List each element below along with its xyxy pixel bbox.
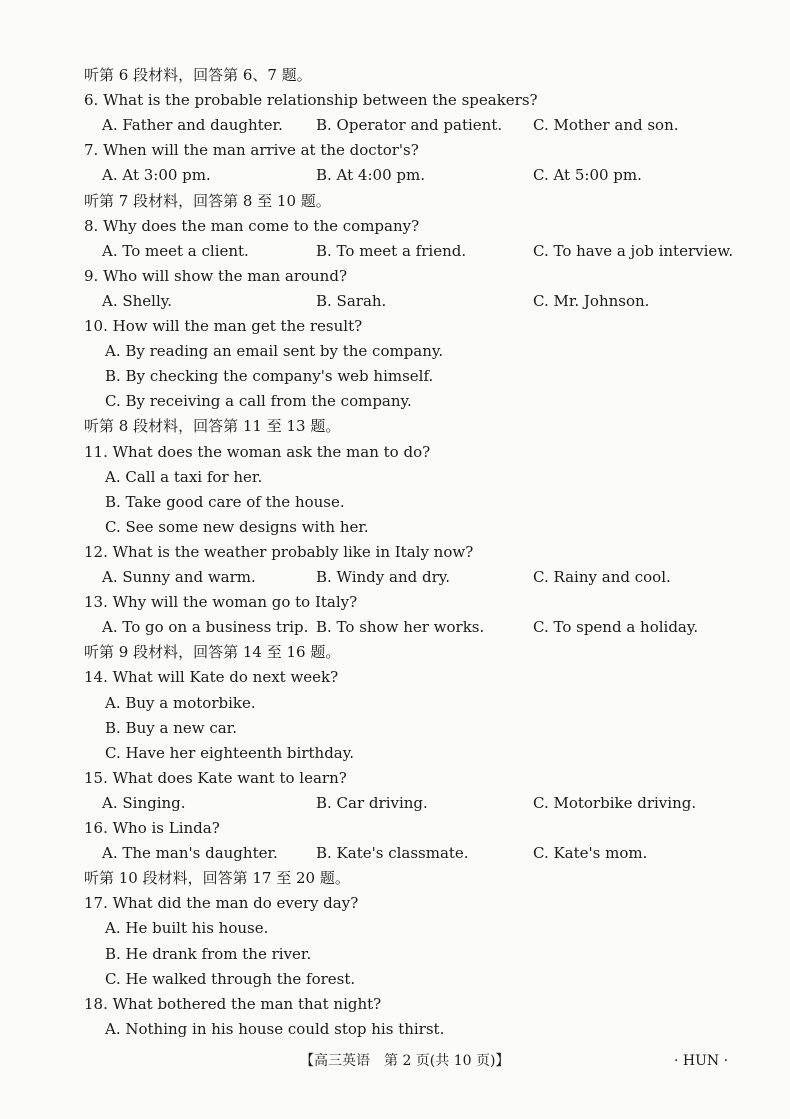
option-a: A. Call a taxi for her. — [105, 467, 263, 486]
options-row — [0, 615, 790, 640]
question-stem: 13. Why will the woman go to Italy? — [84, 593, 358, 612]
option-a: A. To go on a business trip. — [102, 618, 309, 637]
option-a: A. By reading an email sent by the company. — [105, 342, 444, 361]
option-b: B. Operator and patient. — [316, 116, 503, 135]
option-b: B. Windy and dry. — [316, 568, 451, 586]
option-a: A. Shelly. — [102, 291, 173, 310]
section-heading: 听第 9 段材料，回答第 14 至 16 题。 — [84, 643, 341, 662]
options-row — [0, 289, 790, 314]
option-b: B. Buy a new car. — [105, 718, 237, 737]
question-stem: 15. What does Kate want to learn? — [84, 768, 347, 787]
question-stem: 11. What does the woman ask the man to do? — [84, 442, 431, 461]
option-c: C. To have a job interview. — [533, 241, 734, 260]
option-a: A. Sunny and warm. — [102, 568, 256, 586]
question-stem: 14. What will Kate do next week? — [84, 668, 339, 687]
option-b: B. To meet a friend. — [316, 241, 467, 260]
option-b: B. Take good care of the house. — [105, 492, 345, 511]
question-stem: 12. What is the weather probably like in Italy now? — [84, 542, 474, 561]
option-b: B. He drank from the river. — [105, 944, 312, 963]
options-row — [0, 163, 790, 188]
option-a: A. He built his house. — [105, 919, 269, 938]
question-stem: 17. What did the man do every day? — [84, 894, 359, 913]
option-c: C. Rainy and cool. — [533, 568, 671, 586]
section-heading: 听第 8 段材料，回答第 11 至 13 题。 — [84, 417, 341, 436]
question-stem: 9. Who will show the man around? — [84, 266, 347, 285]
question-stem: 8. Why does the man come to the company? — [84, 216, 420, 235]
options-row — [0, 239, 790, 264]
option-a: A. Buy a motorbike. — [105, 693, 256, 712]
question-stem: 16. Who is Linda? — [84, 819, 220, 837]
option-c: C. Mr. Johnson. — [533, 291, 650, 310]
option-a: A. The man's daughter. — [102, 844, 278, 863]
option-a: A. Nothing in his house could stop his thirst. — [105, 1019, 445, 1038]
question-stem: 10. How will the man get the result? — [84, 317, 363, 335]
section-heading: 听第 7 段材料，回答第 8 至 10 题。 — [84, 191, 331, 210]
option-c: C. Motorbike driving. — [533, 793, 697, 812]
option-c: C. See some new designs with her. — [105, 517, 369, 536]
options-row — [0, 565, 790, 590]
option-a: A. Singing. — [102, 793, 186, 812]
region-code: · HUN · — [674, 1053, 729, 1069]
option-b: B. Car driving. — [316, 793, 428, 812]
option-b: B. To show her works. — [316, 618, 485, 637]
question-stem: 7. When will the man arrive at the doctor's? — [84, 141, 419, 160]
options-row — [0, 791, 790, 816]
section-heading: 听第 10 段材料，回答第 17 至 20 题。 — [84, 869, 350, 888]
option-a: A. To meet a client. — [102, 241, 249, 260]
question-stem: 18. What bothered the man that night? — [84, 994, 382, 1013]
option-c: C. He walked through the forest. — [105, 969, 356, 988]
question-stem: 6. What is the probable relationship between the speakers? — [84, 91, 538, 110]
option-c: C. Kate's mom. — [533, 844, 648, 863]
section-heading: 听第 6 段材料，回答第 6、7 题。 — [84, 66, 312, 84]
option-c: C. To spend a holiday. — [533, 618, 699, 637]
option-b: B. By checking the company's web himself. — [105, 367, 434, 386]
option-b: B. Kate's classmate. — [316, 844, 469, 863]
option-a: A. At 3:00 pm. — [102, 166, 211, 185]
option-c: C. Mother and son. — [533, 116, 679, 135]
option-c: C. At 5:00 pm. — [533, 166, 642, 185]
options-row — [0, 841, 790, 866]
options-row — [0, 113, 790, 138]
option-b: B. At 4:00 pm. — [316, 166, 425, 185]
option-c: C. By receiving a call from the company. — [105, 392, 412, 411]
page-footer — [0, 1050, 790, 1072]
page-number-label: 【高三英语 第 2 页(共 10 页)】 — [300, 1053, 510, 1069]
option-b: B. Sarah. — [316, 291, 387, 310]
option-a: A. Father and daughter. — [102, 116, 283, 135]
option-c: C. Have her eighteenth birthday. — [105, 743, 354, 762]
